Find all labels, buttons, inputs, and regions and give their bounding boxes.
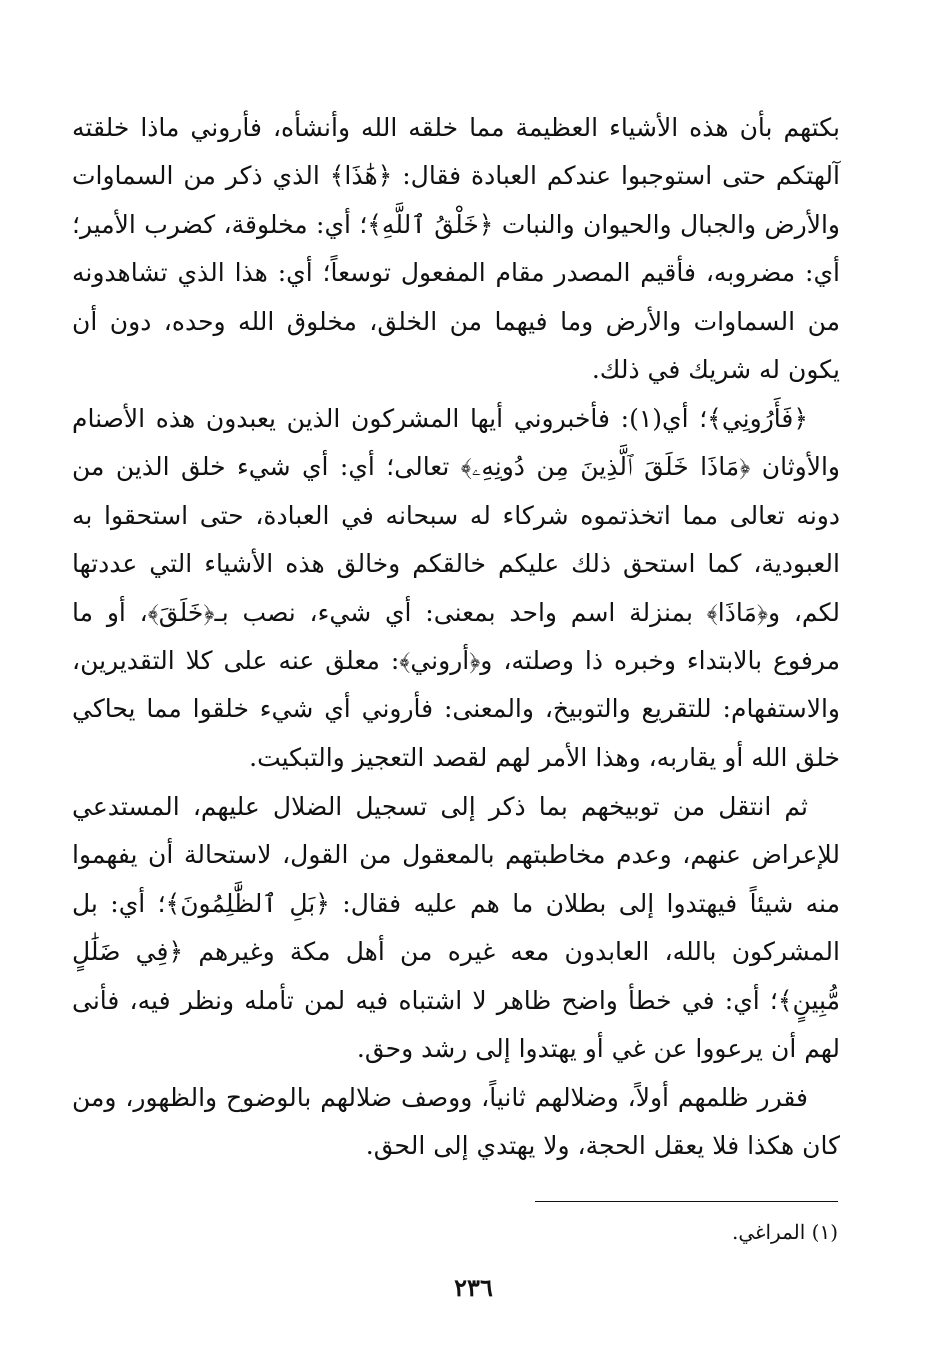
paragraph-2-text: ﴿فَأَرُونِي﴾؛ أي(١): فأخبروني أيها المشركون الذين يعبدون هذه الأصنام والأوثان ﴿مَاذَا خَلَقَ ٱلَّذِينَ مِن دُونِهِۦ﴾ تعالى؛ أي: أي شيء خلق الذين من دونه تعالى مما اتخذتموه شركاء له سبحانه في العبادة، حتى استحقوا به العبودية، كما استحق ذلك عليكم خالقكم وخالق هذه الأشياء التي عددتها لكم، و﴿مَاذَا﴾ بمنزلة اسم واحد بمعنى: أي شيء، نصب بـ﴿خَلَقَ﴾، أو ما مرفوع بالابتداء وخبره ذا وصلته، و﴿أروني﴾: معلق عنه على كلا التقديرين، والاستفهام: للتقريع والتوبيخ، والمعنى: فأروني أي شيء خلقوا مما يحاكي خلق الله أو يقاربه، وهذا الأمر لهم لقصد التعجيز والتبكيت. — [72, 404, 840, 772]
paragraph-4 — [72, 1074, 840, 1171]
paragraph-3-text: ثم انتقل من توبيخهم بما ذكر إلى تسجيل الضلال عليهم، المستدعي للإعراض عنهم، وعدم مخاطبتهم بالمعقول من القول، لاستحالة أن يفهموا منه شيئاً فيهتدوا إلى بطلان ما هم عليه فقال: ﴿بَلِ ٱلظَّٰلِمُونَ﴾؛ أي: بل المشركون بالله، العابدون معه غيره من أهل مكة وغيرهم ﴿فِي ضَلَٰلٍ مُّبِينٍ﴾؛ أي: في خطأ واضح ظاهر لا اشتباه فيه لمن تأمله ونظر فيه، فأنى لهم أن يرعووا عن غي أو يهتدوا إلى رشد وحق. — [72, 792, 840, 1064]
paragraph-1-text: بكتهم بأن هذه الأشياء العظيمة مما خلقه الله وأنشأه، فأروني ماذا خلقته آلهتكم حتى استوجبوا عندكم العبادة فقال: ﴿هَٰذَا﴾ الذي ذكر من السماوات والأرض والجبال والحيوان والنبات ﴿خَلْقُ ٱللَّهِ﴾؛ أي: مخلوقة، كضرب الأمير؛ أي: مضروبه، فأقيم المصدر مقام المفعول توسعاً؛ أي: هذا الذي تشاهدونه من السماوات والأرض وما فيهما من الخلق، مخلوق الله وحده، دون أن يكون له شريك في ذلك. — [72, 113, 840, 385]
footnote: (١) المراغي. — [731, 1220, 838, 1244]
footnote-divider — [535, 1201, 838, 1202]
paragraph-2 — [72, 395, 840, 782]
paragraph-1 — [72, 104, 840, 394]
paragraph-3 — [72, 783, 840, 1073]
paragraph-4-text: فقرر ظلمهم أولاً، وضلالهم ثانياً، ووصف ضلالهم بالوضوح والظهور، ومن كان هكذا فلا يعقل الحجة، ولا يهتدي إلى الحق. — [72, 1083, 840, 1161]
page-number: ٢٣٦ — [454, 1273, 493, 1302]
